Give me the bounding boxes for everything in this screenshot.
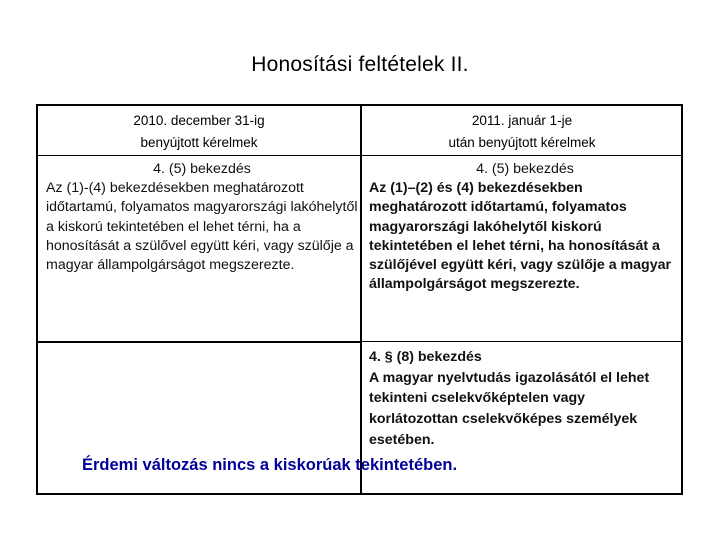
cell-left-body: Az (1)-(4) bekezdésekben meghatározott időtartamú, folyamatos magyarországi lakóhelytől a kiskorú tekintetében el lehet térni, ha a honosítását a szülővel együtt kéri, vagy szülője a magyar állampolgárságot megszerezte.	[46, 180, 358, 274]
header-right	[362, 110, 682, 154]
cell-right-new-rule	[369, 160, 681, 294]
cell-left-old-rule	[46, 160, 358, 275]
left-row-divider	[36, 341, 361, 343]
conclusion-note: Érdemi változás nincs a kiskorúak tekintetében.	[82, 456, 458, 474]
page-title: Honosítási feltételek II.	[251, 53, 469, 76]
cell-right2-heading: 4. § (8) bekezdés	[369, 349, 482, 365]
cell-left-heading: 4. (5) bekezdés	[153, 161, 251, 177]
cell-right-body: Az (1)–(2) és (4) bekezdésekben meghatározott időtartamú, folyamatos magyarországi lakóhelytől kiskorú tekintetében el lehet térni, ha honosítását a szülőjével együtt kéri, vagy szülője a magyar állampolgárságot megszerezte.	[369, 180, 672, 293]
header-left	[38, 110, 360, 154]
header-divider	[36, 155, 683, 156]
header-right-line1: 2011. január 1-je	[471, 113, 573, 128]
cell-right-heading: 4. (5) bekezdés	[476, 161, 574, 177]
header-left-line1: 2010. december 31-ig	[133, 113, 265, 128]
header-left-line2: benyújtott kérelmek	[140, 135, 258, 150]
column-divider	[360, 104, 362, 495]
cell-right2-body: A magyar nyelvtudás igazolásától el lehet tekinteni cselekvőképtelen vagy korlátozottan cselekvőképes személyek esetében.	[369, 369, 650, 448]
right-row-divider	[361, 341, 683, 342]
cell-right-language-rule	[369, 347, 674, 451]
header-right-line2: után benyújtott kérelmek	[448, 135, 596, 150]
